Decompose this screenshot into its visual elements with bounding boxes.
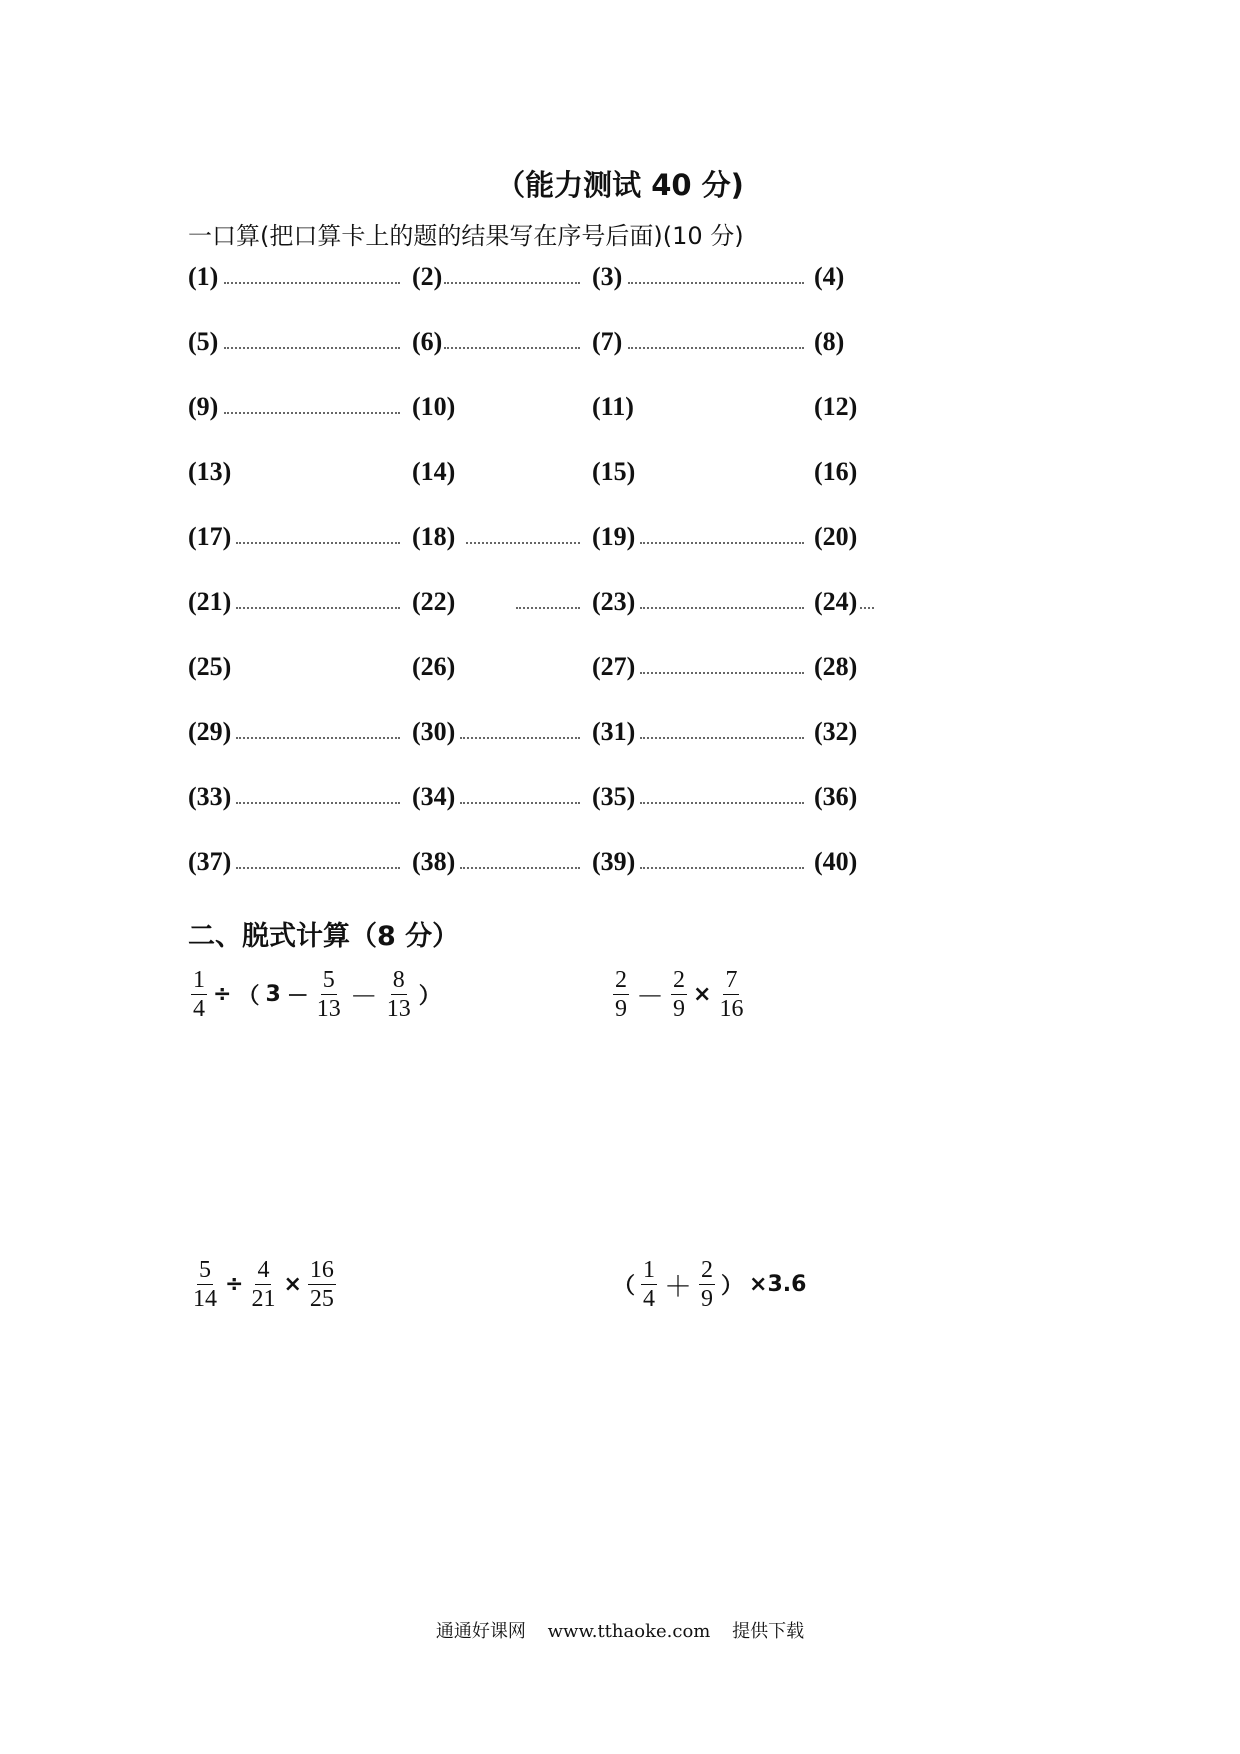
numerator: 4 [257, 1257, 270, 1283]
item-label: (40) [814, 847, 858, 876]
item-label: (4) [814, 262, 845, 291]
dotted-leader [640, 794, 804, 804]
dotted-leader [236, 599, 400, 609]
fraction [191, 1256, 219, 1313]
dotted-leader [224, 339, 400, 349]
denominator: 16 [719, 996, 744, 1022]
item-label: (31) [592, 717, 636, 746]
footer-url[interactable]: www.tthaoke.com [547, 1621, 711, 1642]
numerator: 1 [193, 967, 205, 993]
dotted-leader [444, 274, 580, 284]
item-label: (25) [188, 652, 232, 681]
numerator: 16 [309, 1257, 334, 1283]
page-title: （能力测试 40 分) [496, 168, 744, 202]
footer-note: 提供下载 [732, 1621, 805, 1642]
paren-open: （ [613, 1274, 636, 1299]
fraction [315, 966, 343, 1023]
item-label: (11) [592, 392, 634, 421]
footer [0, 1617, 1240, 1643]
dotted-leader [628, 339, 804, 349]
item-label: (28) [814, 652, 858, 681]
item-label: (9) [188, 392, 219, 421]
item-label: (13) [188, 457, 232, 486]
dotted-leader [444, 339, 580, 349]
operator: ＋ [664, 1269, 693, 1303]
operator: ÷ [213, 982, 232, 1007]
item-label: (37) [188, 847, 232, 876]
item-label: (26) [412, 652, 456, 681]
section-2-heading: 二、脱式计算（8 分） [188, 921, 460, 952]
item-label: (34) [412, 782, 456, 811]
numerator: 7 [725, 967, 738, 993]
dotted-leader [460, 859, 580, 869]
dotted-leader [236, 794, 400, 804]
item-label: (17) [188, 522, 232, 551]
item-label: (24) [814, 587, 858, 616]
dotted-leader [224, 404, 400, 414]
calc-problem-1 [188, 966, 444, 1023]
denominator: 9 [701, 1286, 714, 1312]
dotted-leader [640, 729, 804, 739]
calc-problem-2 [610, 966, 748, 1023]
dotted-leader [640, 599, 804, 609]
item-label: (1) [188, 262, 219, 291]
dotted-leader [460, 729, 580, 739]
operator: ÷ [225, 1272, 244, 1297]
fraction [717, 966, 745, 1023]
operator: － [349, 979, 378, 1013]
whole-number: 3 [265, 982, 281, 1007]
item-label: (21) [188, 587, 232, 616]
numerator: 1 [643, 1257, 656, 1283]
numerator: 2 [701, 1257, 714, 1283]
item-label: (33) [188, 782, 232, 811]
dotted-leader [860, 599, 874, 609]
dotted-leader [628, 274, 804, 284]
item-label: (6) [412, 327, 443, 356]
fraction [385, 966, 413, 1023]
item-label: (12) [814, 392, 858, 421]
calc-problem-4 [610, 1256, 809, 1313]
item-label: (5) [188, 327, 219, 356]
paren-close: ） [418, 984, 441, 1009]
item-label: (35) [592, 782, 636, 811]
dotted-leader [640, 664, 804, 674]
operator: × [693, 982, 712, 1007]
operator: × [283, 1272, 302, 1297]
numerator: 8 [392, 967, 405, 993]
item-label: (23) [592, 587, 636, 616]
item-label: (20) [814, 522, 858, 551]
item-label: (8) [814, 327, 845, 356]
numerator: 2 [615, 967, 627, 993]
item-label: (39) [592, 847, 636, 876]
paren-close: ） [721, 1274, 744, 1299]
fraction [699, 1256, 715, 1313]
denominator: 9 [673, 996, 686, 1022]
dotted-leader [640, 859, 804, 869]
denominator: 25 [309, 1286, 334, 1312]
operator: － [636, 979, 665, 1013]
numerator: 2 [673, 967, 686, 993]
section-1-heading: 一口算(把口算卡上的题的结果写在序号后面)(10 分) [188, 222, 744, 250]
item-label: (16) [814, 457, 858, 486]
fraction [249, 1256, 277, 1313]
dotted-leader [236, 534, 400, 544]
denominator: 13 [316, 996, 341, 1022]
item-label: (15) [592, 457, 636, 486]
denominator: 9 [615, 996, 627, 1022]
item-label: (38) [412, 847, 456, 876]
answer-grid [188, 262, 908, 882]
dotted-leader [236, 859, 400, 869]
item-label: (7) [592, 327, 623, 356]
tail-term: ×3.6 [749, 1272, 807, 1297]
item-label: (2) [412, 262, 443, 291]
dotted-leader [224, 274, 400, 284]
calc-problem-3 [188, 1256, 339, 1313]
numerator: 5 [199, 1257, 211, 1283]
item-label: (14) [412, 457, 456, 486]
item-label: (36) [814, 782, 858, 811]
dotted-leader [460, 794, 580, 804]
item-label: (27) [592, 652, 636, 681]
footer-site-name: 通通好课网 [435, 1621, 526, 1642]
item-label: (32) [814, 717, 858, 746]
item-label: (10) [412, 392, 456, 421]
fraction [641, 1256, 657, 1313]
denominator: 4 [643, 1286, 656, 1312]
denominator: 4 [193, 996, 205, 1022]
fraction [191, 966, 207, 1023]
operator: － [286, 984, 309, 1009]
denominator: 14 [193, 1286, 217, 1312]
dotted-leader [466, 534, 580, 544]
fraction [308, 1256, 336, 1313]
item-label: (30) [412, 717, 456, 746]
fraction [671, 966, 687, 1023]
item-label: (22) [412, 587, 456, 616]
denominator: 21 [251, 1286, 276, 1312]
dotted-leader [236, 729, 400, 739]
item-label: (19) [592, 522, 636, 551]
dotted-leader [516, 599, 580, 609]
dotted-leader [640, 534, 804, 544]
paren-open: （ [237, 984, 260, 1009]
item-label: (3) [592, 262, 623, 291]
item-label: (18) [412, 522, 456, 551]
numerator: 5 [322, 967, 335, 993]
item-label: (29) [188, 717, 232, 746]
denominator: 13 [386, 996, 411, 1022]
fraction [613, 966, 629, 1023]
